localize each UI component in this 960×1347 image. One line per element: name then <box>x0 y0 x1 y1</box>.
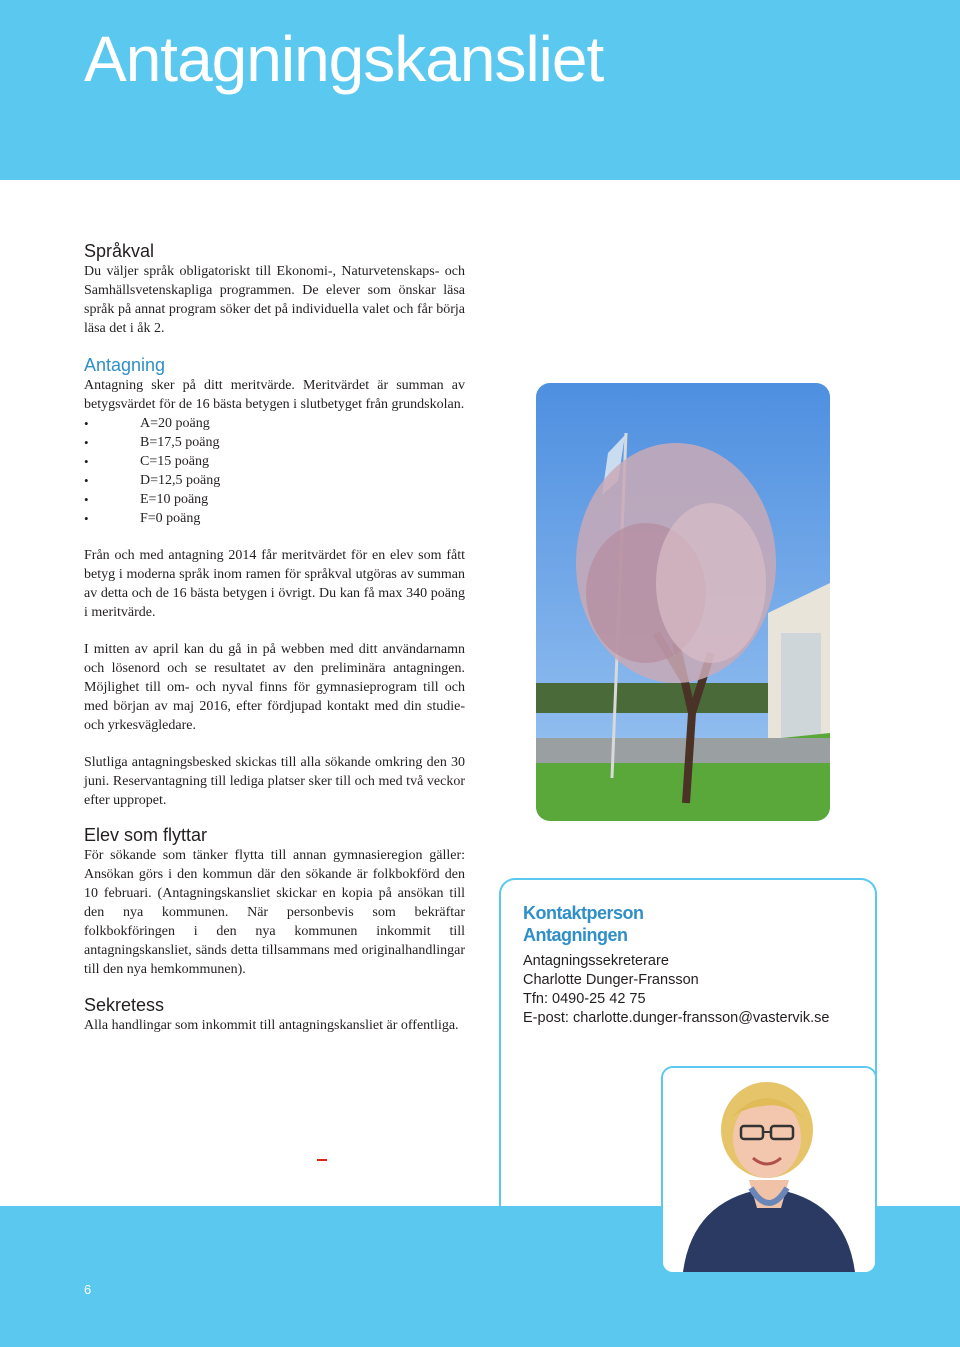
section-elev-flyttar <box>84 824 465 979</box>
grade-list <box>84 414 465 528</box>
contact-title-line1: Kontaktperson <box>523 903 644 923</box>
sprakval-text: Du väljer språk obligatoriskt till Ekonomi-, Naturvetenskaps- och Samhällsvetenskapliga programmen. De elever som önskar läsa språk på annat program söker det på individuella valet och får börja läsa det i åk 2. <box>84 264 465 336</box>
contact-email[interactable]: E-post: charlotte.dunger-fransson@vastervik.se <box>523 1010 830 1026</box>
antagning-intro: Antagning sker på ditt meritvärde. Meritvärdet är summan av betygsvärdet för de 16 bästa betygen i slutbetyget från grundskolan. <box>84 378 465 412</box>
contact-role: Antagningssekreterare <box>523 953 669 969</box>
contact-heading <box>523 902 644 946</box>
section-sprakval <box>84 240 465 338</box>
elev-flyttar-text: För sökande som tänker flytta till annan gymnasieregion gäller: Ansökan görs i den kommun där den sökande är folkbokförd den 10 februari. (Antagningskansliet skickar en kopia på ansökan till den nya kommunen. När personbevis som bekräftar folkbokföringen i den nya kommunen inkommit till antagningskansliet, sänds detta tillsammans med originalhandlingar till den nya hemkommunen). <box>84 848 465 977</box>
grade-item: • B=17,5 poäng <box>84 433 465 452</box>
tree-illustration <box>536 383 830 821</box>
school-tree-photo <box>536 383 830 821</box>
antagning-para-slutliga: Slutliga antagningsbesked skickas till alla sökande omkring den 30 juni. Reservantagning till lediga platser sker till och med två veckor efter uppropet. <box>84 755 465 808</box>
red-dash-mark <box>317 1159 327 1161</box>
sekretess-heading: Sekretess <box>84 995 165 1015</box>
contact-name: Charlotte Dunger-Fransson <box>523 972 699 988</box>
section-sekretess <box>84 994 465 1035</box>
grade-item: • A=20 poäng <box>84 414 465 433</box>
grade-item: • C=15 poäng <box>84 452 465 471</box>
page-number: 6 <box>84 1282 92 1297</box>
grade-item: • E=10 poäng <box>84 490 465 509</box>
section-antagning <box>84 354 465 810</box>
page-title: Antagningskansliet <box>84 23 604 95</box>
sprakval-heading: Språkval <box>84 241 155 261</box>
antagning-heading: Antagning <box>84 355 166 375</box>
antagning-para-meritvarde: Från och med antagning 2014 får meritvärdet för en elev som fått betyg i moderna språk inom ramen för språkval utgöras av summan av detta och de 16 bästa betygen i övrigt. Du kan få max 340 poäng i meritvärde. <box>84 548 465 620</box>
contact-details <box>523 952 829 1028</box>
antagning-para-april: I mitten av april kan du gå in på webben med ditt användarnamn och lösenord och se resultatet av den preliminära antagningen. Möjlighet till om- och nyval finns för gymnasieprogram till och med början av maj 2016, efter fördjupad kontakt med din studie- och yrkesvägledare. <box>84 642 465 733</box>
sekretess-text: Alla handlingar som inkommit till antagningskansliet är offentliga. <box>84 1018 459 1033</box>
page-header <box>0 0 960 180</box>
contact-title-line2: Antagningen <box>523 925 628 945</box>
contact-phone[interactable]: Tfn: 0490-25 42 75 <box>523 991 646 1007</box>
grade-item: • D=12,5 poäng <box>84 471 465 490</box>
elev-flyttar-heading: Elev som flyttar <box>84 825 208 845</box>
grade-item: • F=0 poäng <box>84 509 465 528</box>
contact-person-photo <box>661 1066 877 1274</box>
person-illustration <box>663 1068 875 1272</box>
